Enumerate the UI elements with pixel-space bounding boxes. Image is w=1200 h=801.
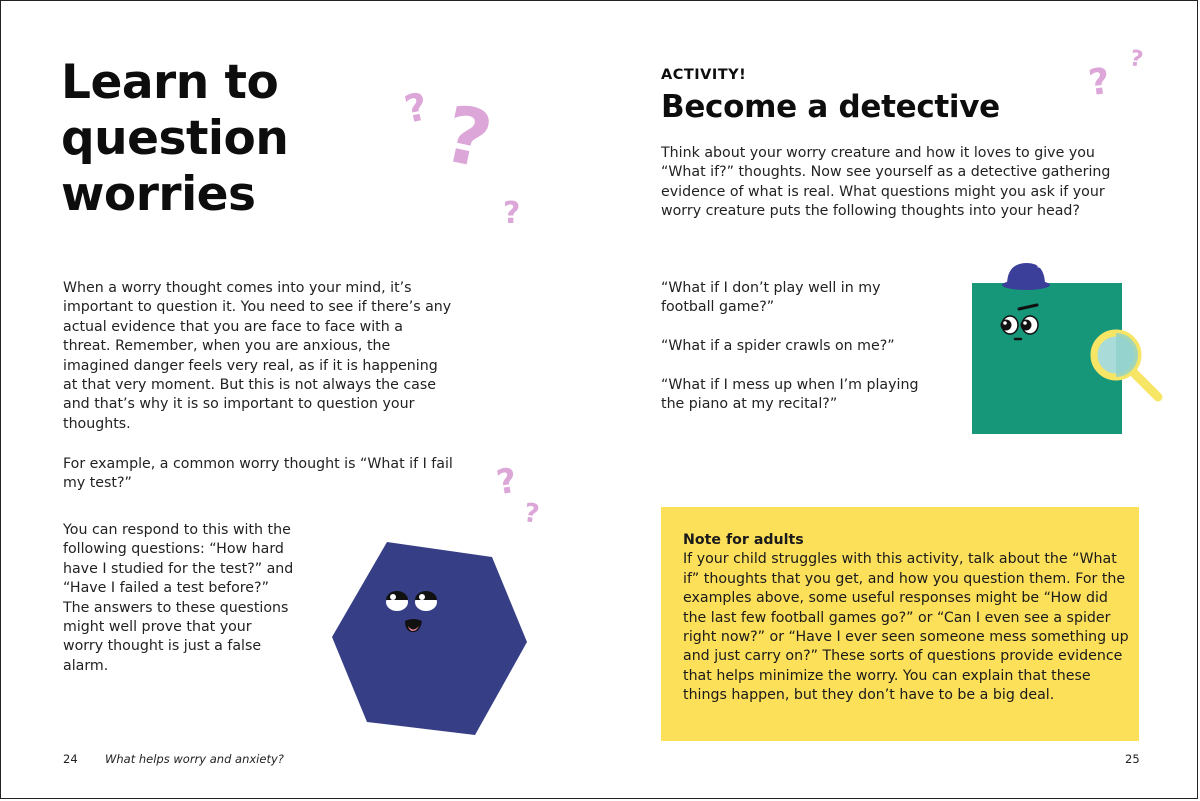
page-number-right: 25 [1125,752,1140,766]
left-paragraph-1 [63,279,453,434]
detective-creature-illustration [969,257,1169,437]
question-text: “What if a spider crawls on me?” [661,338,895,354]
question-mark-icon: ? [521,498,542,530]
note-title: Note for adults [683,532,804,548]
hexagon-creature-illustration [327,537,537,742]
paragraph-text: For example, a common worry thought is “What if I fail my test?” [63,456,453,492]
question-text: “What if I mess up when I’m playing the piano at my recital?” [661,377,919,413]
activity-kicker: ACTIVITY! [661,67,747,83]
question-mark-icon: ? [503,196,521,231]
note-for-adults-box [661,507,1139,741]
question-mark-icon: ? [436,89,500,187]
hexagon-body [332,542,527,735]
left-page-title: Learn to question worries [61,55,289,222]
worry-question-3 [661,376,941,415]
question-mark-icon: ? [400,84,432,132]
left-paragraph-2 [63,455,453,494]
paragraph-text: When a worry thought comes into your mind, it’s important to question it. You need to see if there’s any actual evidence that you are face to face with a threat. Remember, when you are anxious, the imagined danger feels very real, as if it is happening at that very moment. But this is not always the case and that’s why it is so important to question your thoughts. [63,280,452,432]
section-title: What helps worry and anxiety? [105,752,284,766]
question-mark-icon: ? [1086,60,1113,105]
right-page-title: Become a detective [661,89,1000,125]
perforated-edge [661,501,1139,513]
note-body: If your child struggles with this activity, talk about the “What if” thoughts that you get, and how you question them. For the examples above, some useful responses might be “How did the last few football games go?” or “Can I even see a spider right now?” or “Have I ever seen someone mess something up and just carry on?” These sorts of questions provide evidence that helps minimize the worry. You can explain that these things happen, but they don’t have to be a big deal. [683,551,1129,704]
page-number-left: 24 [63,752,78,766]
activity-intro [661,144,1131,222]
left-paragraph-3 [63,521,295,676]
worry-question-1 [661,279,921,318]
question-mark-icon: ? [1128,46,1145,73]
paragraph-text: Think about your worry creature and how it loves to give you “What if?” thoughts. Now see yourself as a detective gathering evidence of what is real. What questions might you ask if your worry creature puts the following thoughts into your head? [661,145,1111,220]
paragraph-text: You can respond to this with the following questions: “How hard have I studied for the test?” and “Have I failed a test before?” The answers to these questions might well prove that your worry thought is just a false alarm. [63,522,294,674]
bowler-hat-icon [1002,263,1050,290]
question-text: “What if I don’t play well in my football game?” [661,280,881,316]
question-mark-icon: ? [493,460,521,504]
worry-question-2 [661,337,941,356]
